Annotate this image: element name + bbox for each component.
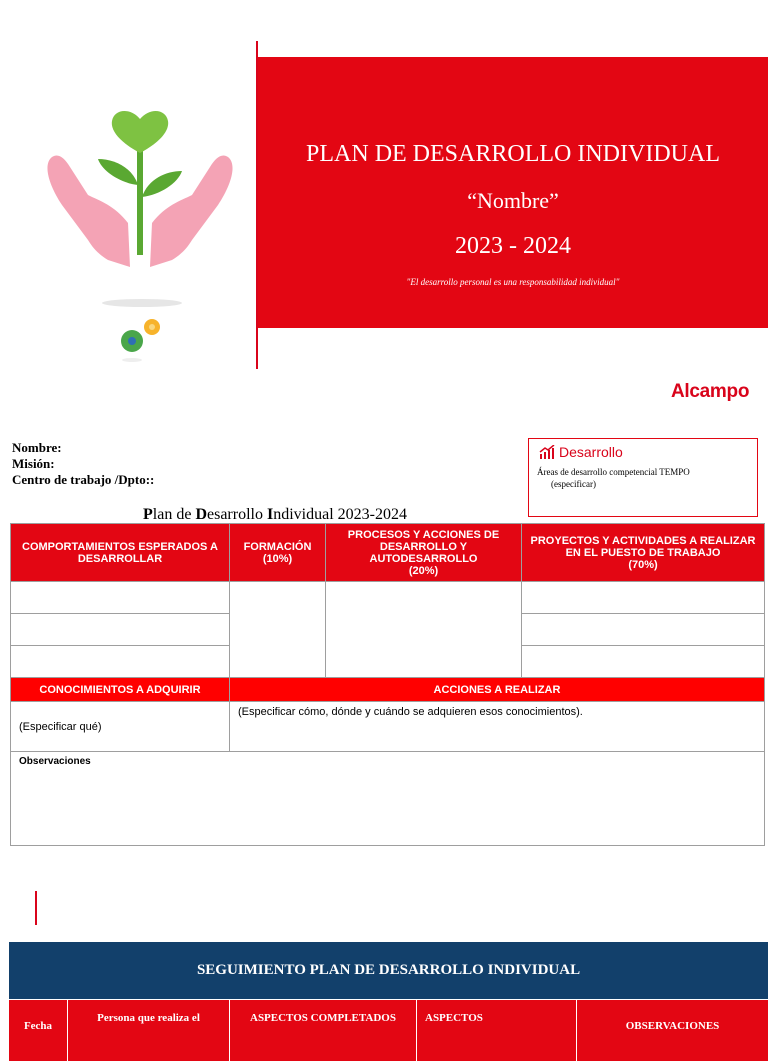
- behavior-cell-2[interactable]: [11, 614, 230, 646]
- chart-growth-icon: [539, 445, 555, 459]
- right-hand-shape: [150, 155, 233, 267]
- centro-label: Centro de trabajo /Dpto::: [12, 472, 154, 488]
- shadow-ellipse: [102, 299, 182, 307]
- cover-name: “Nombre”: [258, 188, 768, 214]
- proyectos-cell-3[interactable]: [522, 646, 765, 678]
- follow-col-aspectos: ASPECTOS: [417, 1000, 577, 1062]
- development-line-2: (especificar): [551, 479, 596, 489]
- actions-cell[interactable]: (Especificar cómo, dónde y cuándo se adquieren esos conocimientos).: [230, 702, 765, 752]
- right-leaf: [142, 171, 182, 197]
- development-line-1: Áreas de desarrollo competencial TEMPO: [537, 467, 690, 477]
- follow-table-title: SEGUIMIENTO PLAN DE DESARROLLO INDIVIDUAL: [9, 942, 768, 1000]
- formacion-cell[interactable]: [230, 582, 326, 678]
- development-box: [528, 438, 758, 517]
- knowledge-cell[interactable]: (Especificar qué): [11, 702, 230, 752]
- plan-table-title: Plan de Desarrollo Individual 2023-2024: [143, 506, 407, 524]
- nombre-label: Nombre:: [12, 440, 154, 456]
- development-title: Desarrollo: [559, 444, 623, 460]
- heart-leaf: [112, 111, 168, 153]
- plan-table: [10, 523, 765, 846]
- follow-col-persona: Persona que realiza el: [68, 1000, 230, 1062]
- development-heading: [539, 444, 623, 460]
- header-procesos: PROCESOS Y ACCIONES DE DESARROLLO Y AUTODESARROLLO (20%): [326, 524, 522, 582]
- behavior-cell-1[interactable]: [11, 582, 230, 614]
- proyectos-cell-1[interactable]: [522, 582, 765, 614]
- employee-info: [12, 440, 154, 488]
- observations-cell[interactable]: [11, 752, 765, 846]
- cover-quote: "El desarrollo personal es una responsabilidad individual": [258, 277, 768, 287]
- cover-years: 2023 - 2024: [258, 233, 768, 260]
- proyectos-cell-2[interactable]: [522, 614, 765, 646]
- hands-plant-illustration: [40, 105, 240, 365]
- header-comportamientos: COMPORTAMIENTOS ESPERADOS A DESARROLLAR: [11, 524, 230, 582]
- follow-col-fecha: Fecha: [9, 1000, 68, 1062]
- procesos-cell[interactable]: [326, 582, 522, 678]
- cover-title: PLAN DE DESARROLLO INDIVIDUAL: [258, 141, 768, 168]
- header-conocimientos: CONOCIMIENTOS A ADQUIRIR: [11, 678, 230, 702]
- behavior-cell-3[interactable]: [11, 646, 230, 678]
- observations-label: Observaciones: [19, 756, 91, 767]
- section-marker-line: [35, 891, 37, 925]
- alcampo-logo: Alcampo: [671, 381, 749, 403]
- header-formacion: FORMACIÓN (10%): [230, 524, 326, 582]
- header-acciones: ACCIONES A REALIZAR: [230, 678, 765, 702]
- mision-label: Misión:: [12, 456, 154, 472]
- follow-table: [8, 941, 768, 1062]
- left-leaf: [98, 159, 138, 185]
- follow-col-completados: ASPECTOS COMPLETADOS: [230, 1000, 417, 1062]
- cover-banner: [258, 57, 768, 328]
- follow-col-observaciones: OBSERVACIONES: [577, 1000, 768, 1062]
- header-proyectos: PROYECTOS Y ACTIVIDADES A REALIZAR EN EL PUESTO DE TRABAJO (70%): [522, 524, 765, 582]
